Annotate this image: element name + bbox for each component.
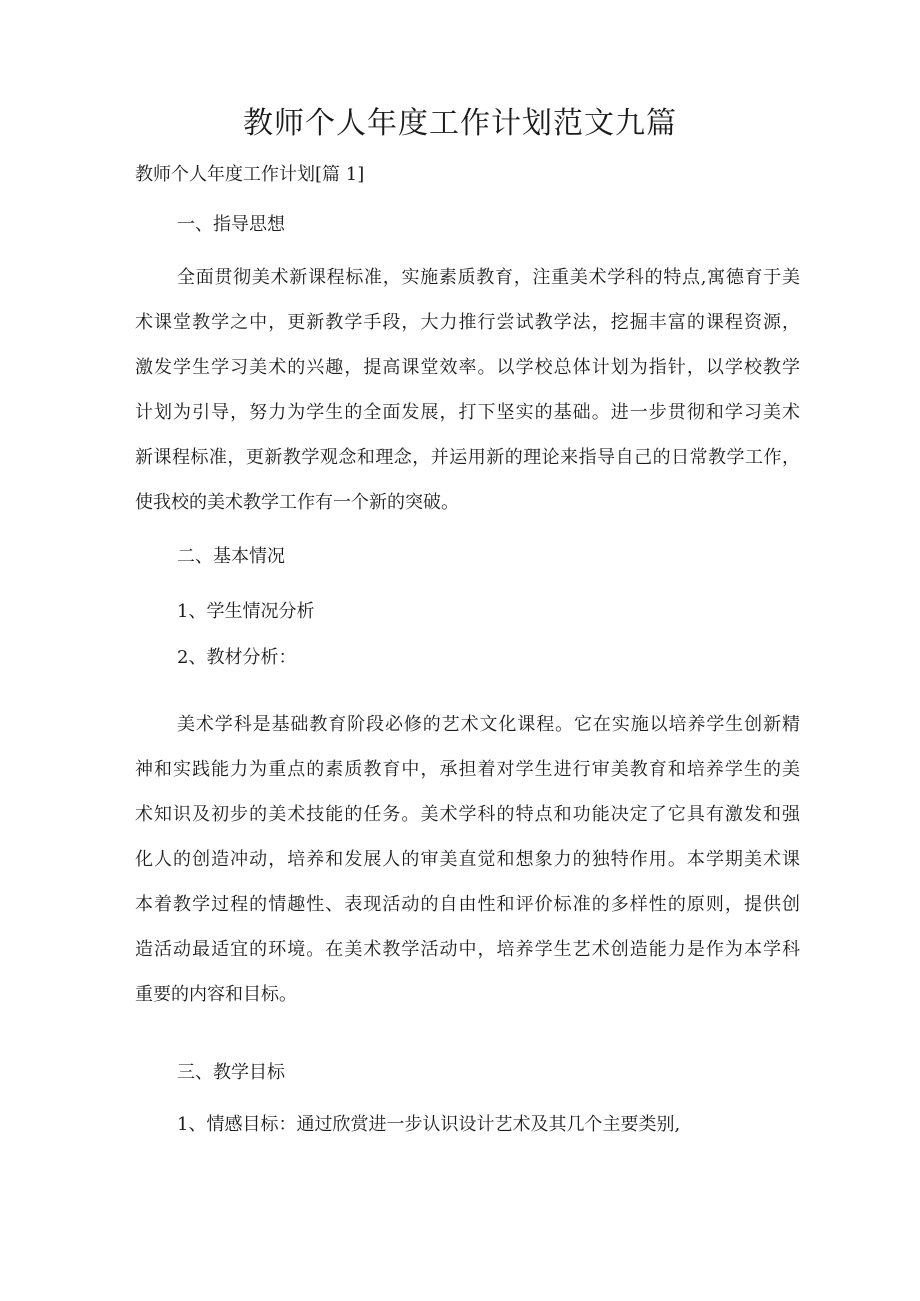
article-subtitle: 教师个人年度工作计划[篇 1] bbox=[135, 164, 365, 185]
paragraph-line: 造活动最适宜的环境。在美术教学活动中，培养学生艺术创造能力是作为本学科 bbox=[135, 939, 800, 960]
document-title: 教师个人年度工作计划范文九篇 bbox=[243, 106, 677, 141]
paragraph-line: 本着教学过程的情趣性、表现活动的自由性和评价标准的多样性的原则，提供创 bbox=[135, 894, 800, 915]
item-emotional-goal: 1、情感目标：通过欣赏进一步认识设计艺术及其几个主要类别, bbox=[177, 1114, 681, 1135]
paragraph-line: 重要的内容和目标。 bbox=[135, 984, 297, 1005]
paragraph-guiding-thought bbox=[135, 255, 800, 525]
paragraph-line: 术课堂教学之中，更新教学手段，大力推行尝试教学法，挖掘丰富的课程资源， bbox=[135, 312, 800, 333]
paragraph-textbook-analysis bbox=[135, 702, 800, 1017]
paragraph-line: 术知识及初步的美术技能的任务。美术学科的特点和功能决定了它具有激发和强 bbox=[135, 804, 800, 825]
paragraph-line: 激发学生学习美术的兴趣，提高课堂效率。以学校总体计划为指针，以学校教学 bbox=[135, 357, 800, 378]
item-textbook-analysis: 2、教材分析： bbox=[177, 647, 297, 668]
paragraph-line: 新课程标准，更新教学观念和理念，并运用新的理论来指导自己的日常教学工作， bbox=[135, 447, 800, 468]
section-heading-teaching-goals: 三、教学目标 bbox=[177, 1062, 285, 1083]
paragraph-line: 美术学科是基础教育阶段必修的艺术文化课程。它在实施以培养学生创新精 bbox=[177, 714, 800, 735]
paragraph-line: 使我校的美术教学工作有一个新的突破。 bbox=[135, 492, 459, 513]
paragraph-line: 神和实践能力为重点的素质教育中，承担着对学生进行审美教育和培养学生的美 bbox=[135, 759, 800, 780]
paragraph-line: 全面贯彻美术新课程标准，实施素质教育，注重美术学科的特点,寓德育于美 bbox=[177, 267, 800, 288]
section-heading-guiding-thought: 一、指导思想 bbox=[177, 214, 285, 235]
item-student-analysis: 1、学生情况分析 bbox=[177, 601, 315, 622]
section-heading-basic-situation: 二、基本情况 bbox=[177, 546, 285, 567]
paragraph-line: 计划为引导，努力为学生的全面发展，打下坚实的基础。进一步贯彻和学习美术 bbox=[135, 402, 800, 423]
paragraph-line: 化人的创造冲动，培养和发展人的审美直觉和想象力的独特作用。本学期美术课 bbox=[135, 849, 800, 870]
